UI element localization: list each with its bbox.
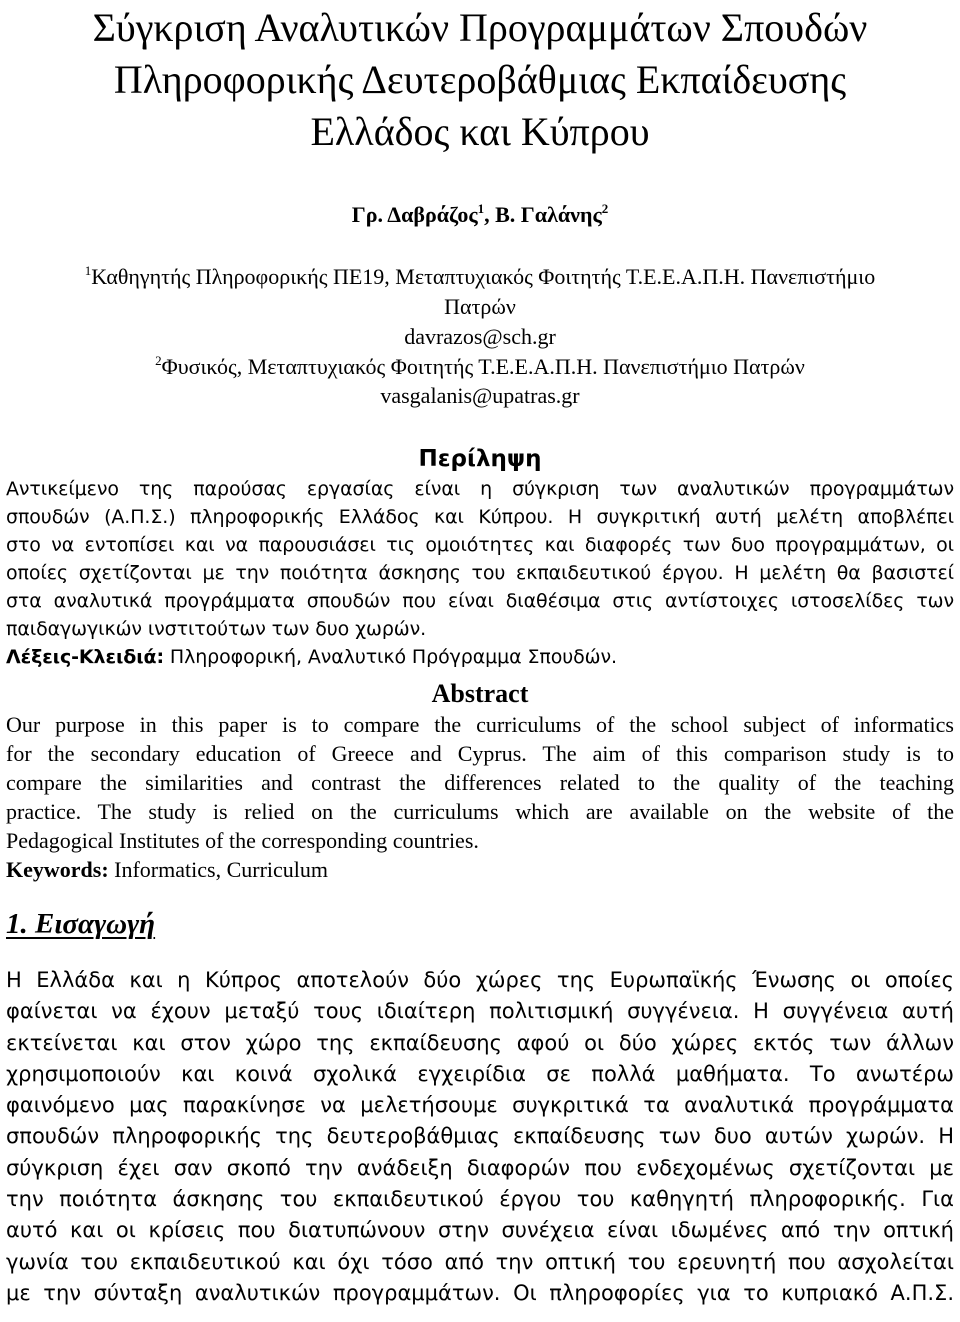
body-line: με την σύνταξη αναλυτικών προγραμμάτων. Οι πληροφορίες για το κυπριακό Α.Π.Σ. [6,1280,954,1305]
abstract-line: οποίες σχετίζονται με την ποιότητα άσκησης του εκπαιδευτικού έργου. Η μελέτη θα βασιστεί [6,562,954,584]
abstract-line: for the secondary education of Greece and Cyprus. The aim of this comparison study is to [6,741,954,766]
author-name: Γρ. Δαβράζος [351,202,478,227]
keywords-line [6,855,954,884]
author-affiliation-marker: 1 [477,201,485,216]
paper-title [0,2,960,158]
affiliation-2 [0,352,960,381]
body-line: φαινόμενο μας παρακίνησε να μελετήσουμε συγκριτικά τα αναλυτικά προγράμματα [6,1093,954,1118]
author-email: davrazos@sch.gr [404,324,556,349]
affiliation-1-continued: Πατρών [444,294,516,319]
abstract-line: στο να εντοπίσει και να παρουσιάσει τις ομοιότητες και διαφορές των δυο προγραμμάτων, οι [6,534,954,556]
body-line: γωνία του εκπαιδευτικού και όχι τόσο από την οπτική του ερευνητή που ασχολείται [6,1249,954,1274]
keywords-text: Πληροφορική, Αναλυτικό Πρόγραμμα Σπουδών. [163,646,617,668]
affiliation-1 [0,262,960,291]
abstract-line: Pedagogical Institutes of the corresponding countries. [6,828,479,853]
body-line: αυτό και οι κρίσεις που διατυπώνουν στην συνέχεια είναι ιδωμένες από την οπτική [6,1218,954,1243]
keywords-label: Keywords: [6,857,109,882]
title-line-3: Ελλάδος και Κύπρου [310,109,650,154]
abstract-line: Our purpose in this paper is to compare the curriculums of the school subject of informatics [6,712,954,737]
affiliation-text: Καθηγητής Πληροφορικής ΠΕ19, Μεταπτυχιακός Φοιτητής Τ.Ε.Ε.Α.Π.Η. Πανεπιστήμιο [91,264,876,289]
abstract-line: στα αναλυτικά προγράμματα σπουδών που είναι διαθέσιμα στις αντίστοιχες ιστοσελίδες των [6,590,954,612]
author-affiliation-marker: 2 [601,201,609,216]
keywords-label: Λέξεις-Κλειδιά: [6,646,164,668]
keywords-text: Informatics, Curriculum [108,857,328,882]
keywords-line [6,643,954,671]
english-abstract [6,710,954,884]
section-heading: 1. Εισαγωγή [6,908,156,940]
body-line: σπουδών πληροφορικής της δευτεροβάθμιας εκπαίδευσης των δυο αυτών χωρών. Η [6,1124,954,1149]
introduction-body [6,965,954,1309]
affiliation-text: Φυσικός, Μεταπτυχιακός Φοιτητής Τ.Ε.Ε.Α.Π.Η. Πανεπιστήμιο Πατρών [161,354,805,379]
author-email: vasgalanis@upatras.gr [380,383,580,408]
author-name: Β. Γαλάνης [495,202,602,227]
body-line: Η Ελλάδα και η Κύπρος αποτελούν δύο χώρες της Ευρωπαϊκής Ένωσης οι οποίες [6,968,954,992]
author-separator: , [484,202,496,227]
affiliation-marker: 2 [155,353,162,368]
author-list [0,200,960,230]
body-line: σύγκριση έχει σαν σκοπό την ανάδειξη διαφορών που ενδεχομένως σχετίζονται με [6,1155,954,1180]
greek-abstract [6,475,954,671]
body-line: εκτείνεται και στον χώρο της εκπαίδευσης αφού οι δύο χώρες εκτός των άλλων [6,1030,954,1055]
abstract-line: practice. The study is relied on the curriculums which are available on the website of the [6,799,954,824]
greek-abstract-heading: Περίληψη [418,446,542,472]
body-line: την ποιότητα άσκησης του εκπαιδευτικού έργου του καθηγητή πληροφορικής. Για [6,1187,954,1212]
body-line: χρησιμοποιούν και κοινά σχολικά εγχειρίδια σε πολλά μαθήματα. Το ανωτέρω [6,1061,954,1086]
abstract-line: σπουδών (Α.Π.Σ.) πληροφορικής Ελλάδος και Κύπρου. Η συγκριτική αυτή μελέτη αποβλέπει [6,506,954,528]
title-line-1: Σύγκριση Αναλυτικών Προγραμμάτων Σπουδών [92,5,868,50]
abstract-line: Αντικείμενο της παρούσας εργασίας είναι η σύγκριση των αναλυτικών προγραμμάτων [6,478,954,500]
english-abstract-heading: Abstract [431,679,529,708]
abstract-line: παιδαγωγικών ινστιτούτων των δυο χωρών. [6,618,427,640]
body-line: φαίνεται να έχουν μεταξύ τους ιδιαίτερη πολιτισμική συγγένεια. Η συγγένεια αυτή [6,999,954,1024]
title-line-2: Πληροφορικής Δευτεροβάθμιας Εκπαίδευσης [113,57,847,102]
abstract-line: compare the similarities and contrast the differences related to the quality of the teaching [6,770,954,795]
affiliation-marker: 1 [84,263,92,278]
